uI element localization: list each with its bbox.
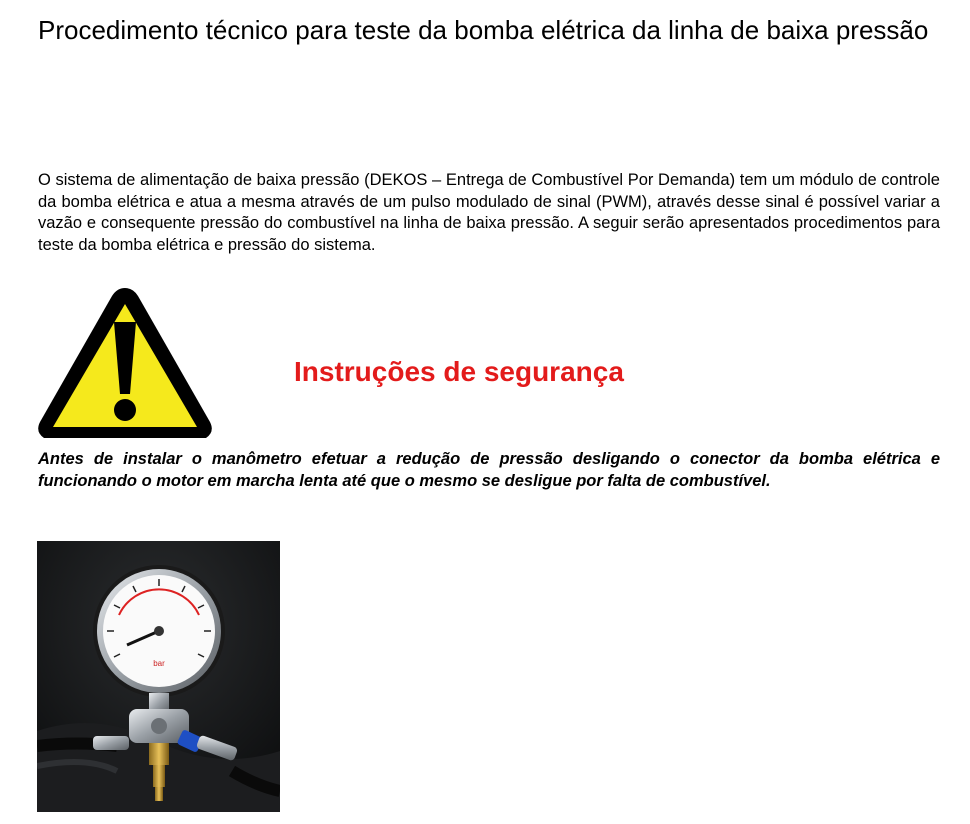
gauge-illustration [37, 541, 280, 812]
page-title: Procedimento técnico para teste da bomba elétrica da linha de baixa pressão [38, 15, 929, 45]
warning-triangle-icon [34, 282, 216, 444]
fuel-pressure-gauge-photo [37, 541, 280, 812]
gauge-unit-label: bar [153, 659, 165, 668]
intro-paragraph: O sistema de alimentação de baixa pressão (DEKOS – Entrega de Combustível Por Demanda) tem um módulo de controle da bomba elétrica e atua a mesma através de um pulso modulado de sinal (PWM), através desse sinal é possível variar a vazão e consequente pressão do combustível na linha de baixa pressão. A seguir serão apresentados procedimentos para teste da bomba elétrica e pressão do sistema. [38, 171, 940, 254]
safety-warning-text: Antes de instalar o manômetro efetuar a redução de pressão desligando o conector da bomba elétrica e funcionando o motor em marcha lenta até que o mesmo se desligue por falta de combustível. [38, 450, 940, 490]
safety-heading: Instruções de segurança [294, 356, 624, 387]
